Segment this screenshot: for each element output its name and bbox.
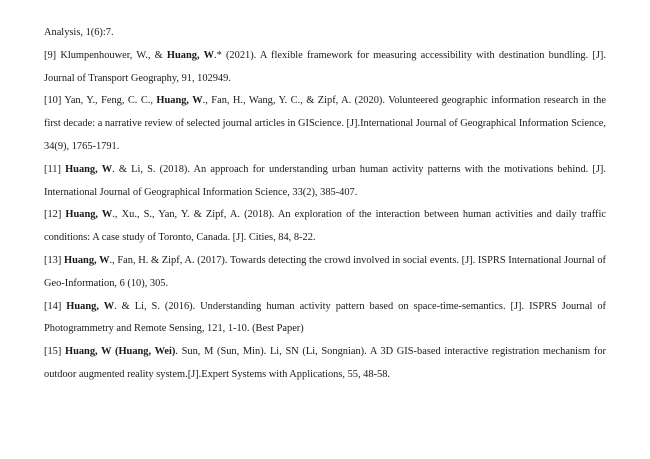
author-highlight: Huang, W [65,163,113,175]
reference-entry [44,90,606,158]
author-highlight: Huang, W [66,300,115,312]
reference-entry [44,22,606,45]
reference-text: Analysis, 1(6):7. [44,27,114,38]
reference-text: ., Fan, H., Wang, Y. C., & Zipf, A. (2020). Volunteered geographic information research in the first decade: a narrative review of selected journal articles in GIScience. [J].International Journal of Geographical Information Science, 34(9), 1765-1791. [44,95,606,152]
reference-list [44,22,606,387]
reference-entry [44,296,606,342]
reference-entry [44,45,606,91]
author-highlight: Huang, W [64,254,110,266]
reference-entry [44,250,606,296]
reference-entry [44,204,606,250]
reference-text: [13] [44,254,64,266]
reference-text: [14] [44,300,67,312]
reference-text: . & Li, S. (2016). Understanding human activity pattern based on space-time-semantics. [J]. ISPRS Journal of Photogrammetry and Remote Sensing, 121, 1-10. (Best Paper) [44,300,606,335]
reference-text: ., Xu., S., Yan, Y. & Zipf, A. (2018). An exploration of the interaction between human activities and daily traffic conditions: A case study of Toronto, Canada. [J]. Cities, 84, 8-22. [44,209,606,244]
author-highlight: Huang, W [65,209,113,221]
reference-text: [9] Klumpenhouwer, W., & [44,49,167,61]
reference-text: [12] [44,209,66,221]
reference-text: [15] [44,346,65,358]
reference-text: . Sun, M (Sun, Min). Li, SN (Li, Songnian). A 3D GIS-based interactive registration mechanism for outdoor augmented reality system.[J].Expert Systems with Applications, 55, 48-58. [44,346,606,380]
author-highlight: Huang, W (Huang, Wei) [65,346,176,358]
reference-text: . & Li, S. (2018). An approach for understanding urban human activity patterns with the motivations behind. [J]. International Journal of Geographical Information Science, 33(2), 385-407. [44,163,606,198]
reference-text: ., Fan, H. & Zipf, A. (2017). Towards detecting the crowd involved in social events. [J]. ISPRS International Journal of Geo-Information, 6 (10), 305. [44,254,606,289]
reference-entry [44,159,606,205]
reference-text: .* (2021). A flexible framework for measuring accessibility with destination bundling. [J]. Journal of Transport Geography, 91, 102949. [44,49,606,84]
reference-text: [11] [44,163,66,175]
reference-text: [10] Yan, Y., Feng, C. C., [44,95,157,107]
reference-entry [44,341,606,387]
author-highlight: Huang, W [166,49,214,61]
author-highlight: Huang, W [156,95,203,107]
